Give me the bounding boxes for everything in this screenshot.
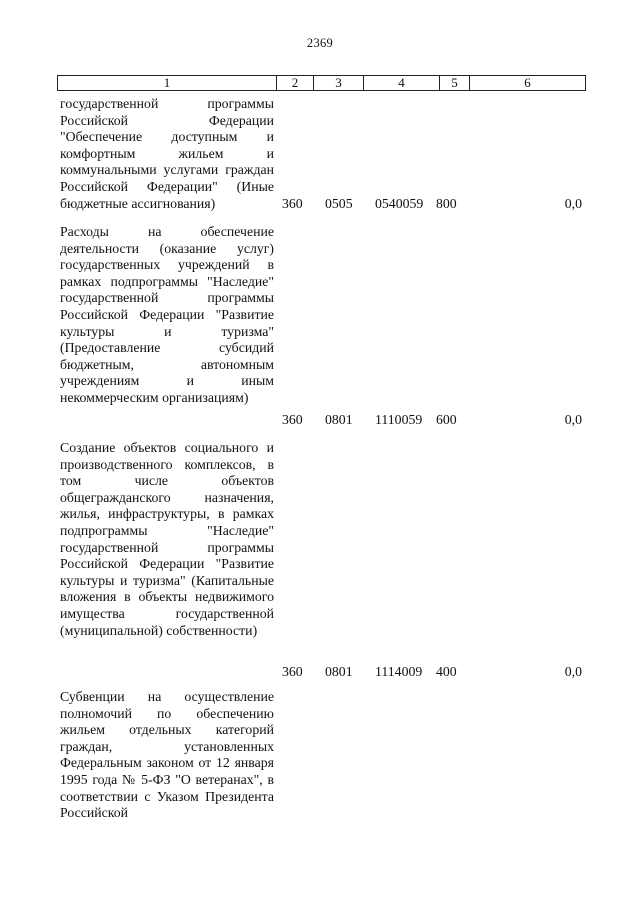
table-row — [57, 440, 584, 685]
header-col-1: 1 — [58, 76, 277, 90]
table-row — [57, 224, 584, 434]
row-description: государственной программы Российской Федерации "Обеспечение доступным и комфортным жильем и коммунальными услугами граждан Российской Федерации" (Иные бюджетные ассигнования) — [60, 96, 274, 211]
table-header-row — [57, 75, 586, 91]
row-gr-code: 360 — [282, 664, 303, 679]
row-gr-code: 360 — [282, 412, 303, 427]
row-target-code: 0540059 — [375, 196, 424, 211]
row-sum: 0,0 — [564, 196, 582, 211]
row-expense-type: 600 — [436, 412, 457, 427]
row-expense-type: 400 — [436, 664, 457, 679]
header-col-3: 3 — [314, 76, 364, 90]
table-row — [57, 689, 584, 834]
header-col-6: 6 — [524, 75, 531, 90]
row-expense-type: 800 — [436, 196, 457, 211]
row-section-code: 0801 — [325, 664, 353, 679]
row-gr-code: 360 — [282, 196, 303, 211]
row-target-code: 1114009 — [375, 664, 423, 679]
header-col-5: 5 — [440, 76, 470, 90]
row-section-code: 0505 — [325, 196, 353, 211]
row-description: Субвенции на осуществление полномочий по обеспечению жильем отдельных категорий граждан, установленных Федеральным законом от 12 января 1995 года № 5-ФЗ "О ветеранах", в соответствии с Указом Президента Российской — [60, 689, 274, 821]
row-sum: 0,0 — [564, 664, 582, 679]
header-col-2: 2 — [277, 76, 314, 90]
row-section-code: 0801 — [325, 412, 353, 427]
table-row — [57, 96, 584, 216]
row-description: Создание объектов социального и производственного комплексов, в том числе объектов общегражданского назначения, жилья, инфраструктуры, в рамках подпрограммы "Наследие" государственной программы Российской Федерации "Развитие культуры и туризма" (Капитальные вложения в объекты недвижимого имущества государственной (муниципальной) собственности) — [60, 440, 274, 638]
row-description: Расходы на обеспечение деятельности (оказание услуг) государственных учреждений в рамках подпрограммы "Наследие" государственной программы Российской Федерации "Развитие культуры и туризма" (Предоставление субсидий бюджетным, автономным учреждениям и иным некоммерческим организациям) — [60, 224, 274, 405]
header-col-4: 4 — [364, 76, 440, 90]
row-target-code: 1110059 — [375, 412, 423, 427]
row-sum: 0,0 — [564, 412, 582, 427]
page-number: 2369 — [306, 36, 334, 50]
